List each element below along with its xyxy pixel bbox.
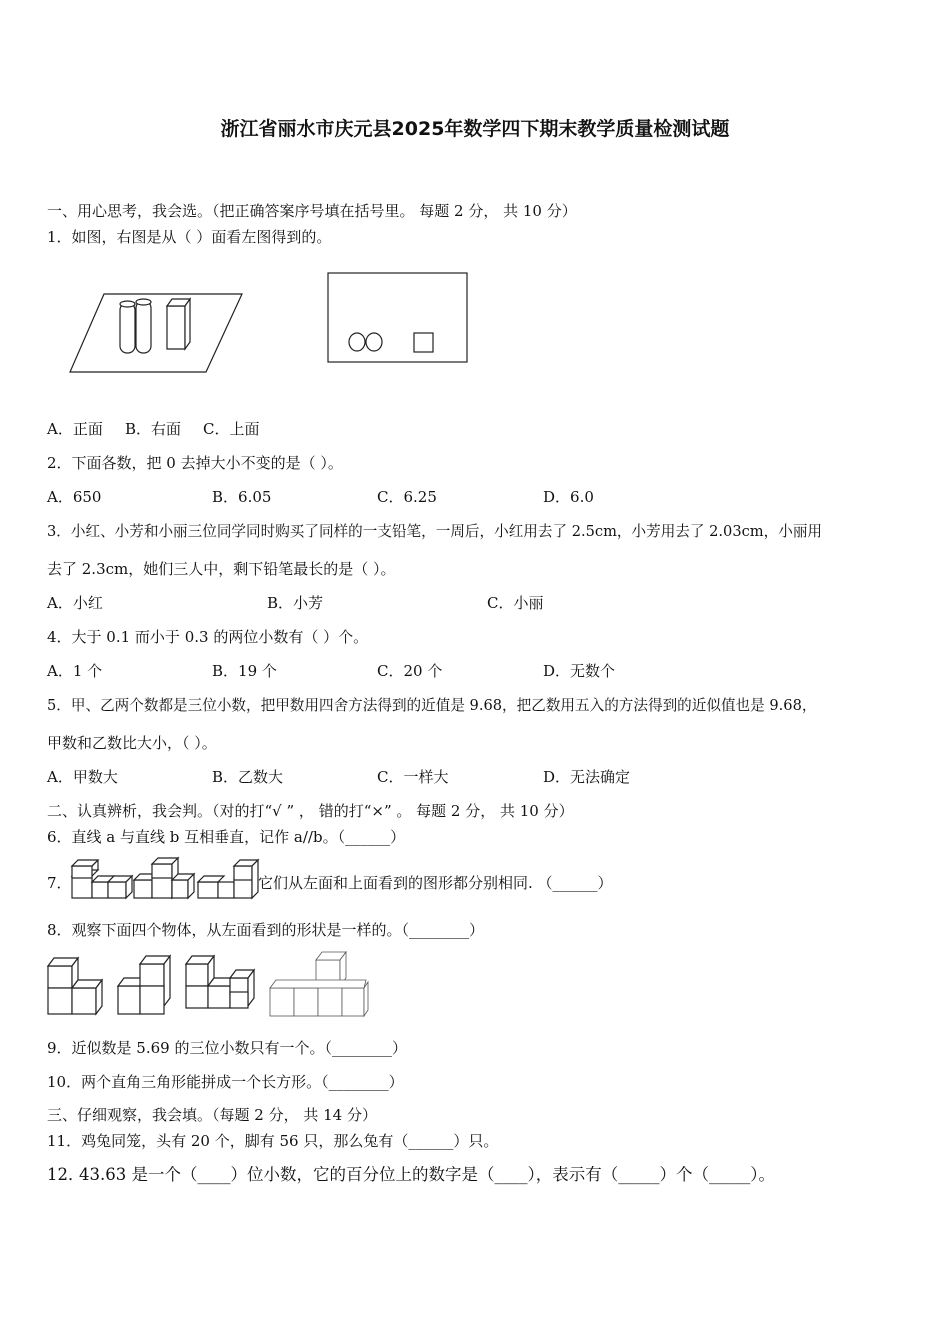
question-11-text: 11．鸡兔同笼，头有 20 个，脚有 56 只，那么兔有（______）只。 (47, 1132, 499, 1150)
q1-view-figure (327, 272, 469, 364)
q8-cube-figures (46, 952, 370, 1020)
question-12-number: 12． (47, 1165, 85, 1184)
q2-option-c: C．6.25 (377, 488, 437, 506)
q4-option-b: B．19 个 (212, 662, 277, 680)
question-5-line-2: 甲数和乙数比大小，（ ）。 (47, 734, 217, 752)
question-9-text: 9．近似数是 5.69 的三位小数只有一个。（________） (47, 1039, 407, 1057)
question-3-line-2: 去了 2.3cm，她们三人中，剩下铅笔最长的是（ ）。 (47, 560, 396, 578)
q5-option-a: A．甲数大 (47, 768, 118, 786)
q1-option-b: B．右面 (125, 420, 182, 438)
section-1-heading: 一、用心思考，我会选。（把正确答案序号填在括号里。 每题 2 分， 共 10 分） (47, 202, 577, 220)
q7-cube-figures (70, 858, 258, 902)
q3-option-c: C．小丽 (487, 594, 544, 612)
q2-option-a: A．650 (47, 488, 102, 506)
q3-option-b: B．小芳 (267, 594, 324, 612)
q4-option-a: A．1 个 (47, 662, 103, 680)
q4-option-c: C．20 个 (377, 662, 443, 680)
q5-option-b: B．乙数大 (212, 768, 284, 786)
q1-option-c: C．上面 (203, 420, 260, 438)
q2-option-b: B．6.05 (212, 488, 272, 506)
question-3-line-1: 3．小红、小芳和小丽三位同学同时购买了同样的一支铅笔，一周后，小红用去了 2.5cm，小芳用去了 2.03cm，小丽用 (47, 523, 823, 540)
page-title: 浙江省丽水市庆元县2025年数学四下期末教学质量检测试题 (220, 118, 730, 140)
section-2-heading: 二、认真辨析，我会判。（对的打“√ ” ， 错的打“×” 。 每题 2 分， 共 10 分） (47, 802, 574, 820)
question-1-text: 1．如图，右图是从（ ）面看左图得到的。 (47, 228, 332, 246)
question-4-text: 4．大于 0.1 而小于 0.3 的两位小数有（ ）个。 (47, 628, 369, 646)
q3-option-a: A．小红 (47, 594, 103, 612)
q1-solid-figure (68, 294, 244, 374)
question-6-text: 6．直线 a 与直线 b 互相垂直，记作 a//b。（______） (47, 828, 406, 846)
question-8-text: 8．观察下面四个物体，从左面看到的形状是一样的。（________） (47, 921, 485, 939)
question-12-text: 43.63 是一个（____）位小数，它的百分位上的数字是（____），表示有（_____）个（_____）。 (79, 1165, 775, 1184)
q4-option-d: D．无数个 (543, 662, 616, 680)
q1-option-a: A．正面 (47, 420, 103, 438)
question-5-line-1: 5．甲、乙两个数都是三位小数，把甲数用四舍方法得到的近值是 9.68，把乙数用五入的方法得到的近似值也是 9.68， (47, 697, 817, 714)
question-7-text: 它们从左面和上面看到的图形都分别相同. （______） (258, 874, 613, 892)
question-2-text: 2．下面各数，把 0 去掉大小不变的是（ ）。 (47, 454, 343, 472)
question-7-number: 7． (47, 874, 72, 892)
q2-option-d: D．6.0 (543, 488, 594, 506)
q5-option-c: C．一样大 (377, 768, 449, 786)
question-10-text: 10．两个直角三角形能拼成一个长方形。（________） (47, 1073, 404, 1091)
section-3-heading: 三、仔细观察，我会填。（每题 2 分， 共 14 分） (47, 1106, 377, 1124)
q5-option-d: D．无法确定 (543, 768, 631, 786)
